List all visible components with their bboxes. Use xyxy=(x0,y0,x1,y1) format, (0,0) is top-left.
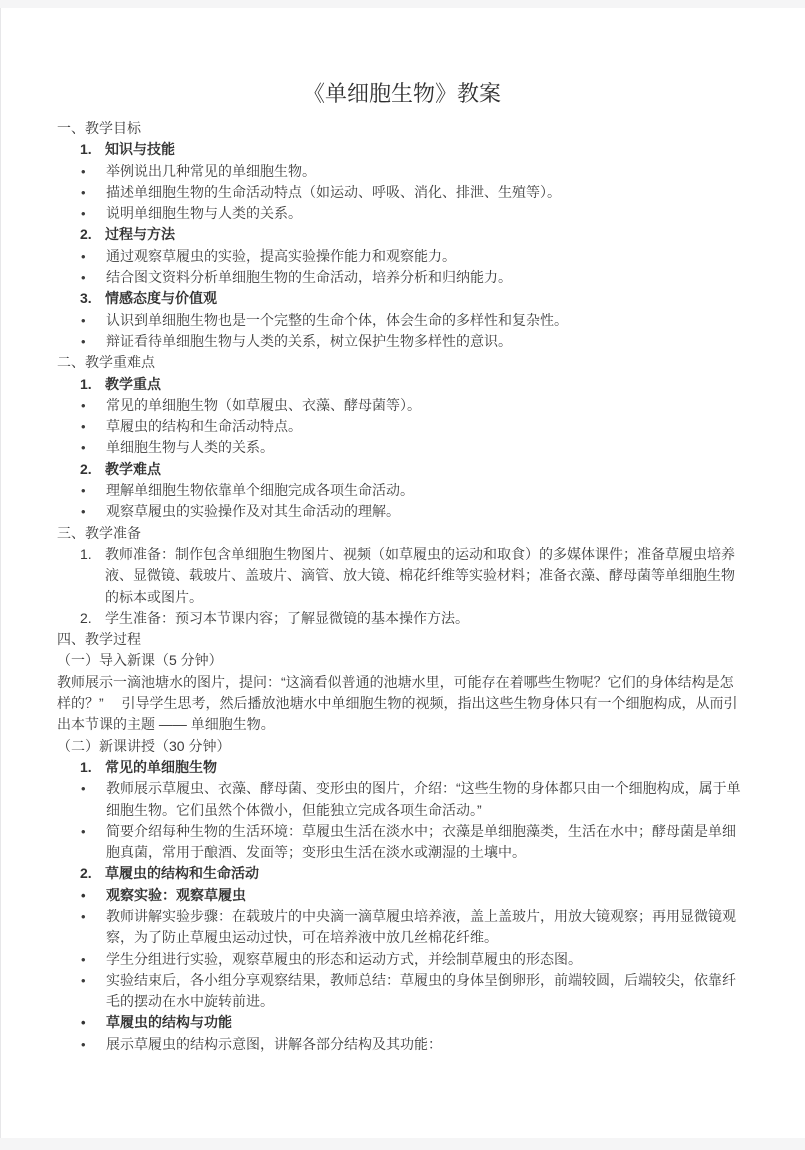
list-item-text: 教学难点 xyxy=(105,460,161,477)
bullet-list-item xyxy=(57,395,747,416)
list-item-text: 知识与技能 xyxy=(105,141,175,158)
list-item-text: 简要介绍每种生物的生活环境：草履虫生活在淡水中；衣藻是单细胞藻类，生活在水中；酵母菌是单细胞真菌，常用于酿酒、发面等；变形虫生活在淡水或潮湿的土壤中。 xyxy=(106,822,736,861)
bullet-icon: • xyxy=(81,248,86,264)
list-number: 2. xyxy=(80,460,92,477)
bullet-icon: • xyxy=(81,951,86,967)
bullet-list-item xyxy=(57,970,747,1013)
bullet-list-item xyxy=(57,437,747,458)
section-heading: 三、教学准备 xyxy=(57,524,141,541)
bullet-icon: • xyxy=(81,312,86,328)
list-item-text: 草履虫的结构和生命活动 xyxy=(105,865,259,882)
list-item-text: 理解单细胞生物依靠单个细胞完成各项生命活动。 xyxy=(106,482,414,499)
list-item-text: 教师讲解实验步骤：在载玻片的中央滴一滴草履虫培养液，盖上盖玻片，用放大镜观察；再用显微镜观察，为了防止草履虫运动过快，可在培养液中放几丝棉花纤维。 xyxy=(106,907,736,946)
bullet-list-item xyxy=(57,161,747,182)
numbered-list-item xyxy=(57,757,747,778)
numbered-list-item xyxy=(57,374,747,395)
numbered-list-item xyxy=(57,139,747,160)
numbered-list-item xyxy=(57,608,747,629)
bullet-list-item xyxy=(57,821,747,864)
body-paragraph: 教师展示一滴池塘水的图片，提问：“这滴看似普通的池塘水里，可能存在着哪些生物呢？它们的身体结构是怎样的？” 引导学生思考，然后播放池塘水中单细胞生物的视频，指出这些生物身体只有一个细胞构成，从而引出本节课的主题 —— 单细胞生物。 xyxy=(57,673,738,733)
bullet-list-item xyxy=(57,885,747,906)
list-item-text: 学生分组进行实验，观察草履虫的形态和运动方式，并绘制草履虫的形态图。 xyxy=(106,950,582,967)
document-page xyxy=(0,8,805,1138)
bullet-list-item xyxy=(57,331,747,352)
list-item-text: 认识到单细胞生物也是一个完整的生命个体，体会生命的多样性和复杂性。 xyxy=(106,311,568,328)
list-item-text: 单细胞生物与人类的关系。 xyxy=(106,439,274,456)
bullet-icon: • xyxy=(81,270,86,286)
bullet-icon: • xyxy=(81,781,86,797)
bullet-icon: • xyxy=(81,397,86,413)
list-number: 2. xyxy=(80,865,92,882)
numbered-list-item xyxy=(57,544,747,608)
page-title: 《单细胞生物》教案 xyxy=(302,81,501,106)
list-number: 1. xyxy=(80,141,92,158)
list-number: 2. xyxy=(80,226,92,243)
bullet-icon: • xyxy=(81,823,86,839)
bullet-list-item xyxy=(57,310,747,331)
list-item-text: 观察实验：观察草履虫 xyxy=(106,886,246,903)
list-item-text: 结合图文资料分析单细胞生物的生命活动，培养分析和归纳能力。 xyxy=(106,269,512,286)
list-item-text: 草履虫的结构和生命活动特点。 xyxy=(106,418,302,435)
list-number: 2. xyxy=(80,609,92,626)
sub-section-heading: （二）新课讲授（30 分钟） xyxy=(57,737,231,754)
bullet-icon: • xyxy=(81,1015,86,1031)
bullet-icon: • xyxy=(81,440,86,456)
list-item-text: 情感态度与价值观 xyxy=(105,290,217,307)
list-item-text: 教师准备：制作包含单细胞生物图片、视频（如草履虫的运动和取食）的多媒体课件；准备草履虫培养液、显微镜、载玻片、盖玻片、滴管、放大镜、棉花纤维等实验材料；准备衣藻、酵母菌等单细胞生物的标本或图片。 xyxy=(105,545,735,605)
section-heading: 一、教学目标 xyxy=(57,120,141,136)
numbered-list-item xyxy=(57,863,747,884)
list-item-text: 学生准备：预习本节课内容；了解显微镜的基本操作方法。 xyxy=(105,609,469,626)
list-number: 1. xyxy=(80,375,92,392)
bullet-list-item xyxy=(57,501,747,522)
list-item-text: 说明单细胞生物与人类的关系。 xyxy=(106,205,302,222)
bullet-list-item xyxy=(57,416,747,437)
list-number: 3. xyxy=(80,290,92,307)
list-item-text: 实验结束后，各小组分享观察结果，教师总结：草履虫的身体呈倒卵形，前端较圆，后端较尖，依靠纤毛的摆动在水中旋转前进。 xyxy=(106,971,736,1010)
bullet-list-item xyxy=(57,267,747,288)
list-item-text: 举例说出几种常见的单细胞生物。 xyxy=(106,162,316,179)
document-body xyxy=(57,118,747,1055)
list-number: 1. xyxy=(80,545,92,562)
bullet-list-item xyxy=(57,246,747,267)
bullet-icon: • xyxy=(81,163,86,179)
bullet-list-item xyxy=(57,480,747,501)
bullet-icon: • xyxy=(81,206,86,222)
bullet-list-item xyxy=(57,1034,747,1055)
list-item-text: 通过观察草履虫的实验，提高实验操作能力和观察能力。 xyxy=(106,247,456,264)
numbered-list-item xyxy=(57,459,747,480)
bullet-icon: • xyxy=(81,184,86,200)
bullet-list-item xyxy=(57,778,747,821)
list-number: 1. xyxy=(80,758,92,775)
list-item-text: 展示草履虫的结构示意图，讲解各部分结构及其功能： xyxy=(106,1035,442,1052)
bullet-list-item xyxy=(57,203,747,224)
section-heading: 四、教学过程 xyxy=(57,631,141,648)
list-item-text: 草履虫的结构与功能 xyxy=(106,1014,232,1031)
sub-section-heading: （一）导入新课（5 分钟） xyxy=(57,652,223,669)
list-item-text: 教师展示草履虫、衣藻、酵母菌、变形虫的图片，介绍：“这些生物的身体都只由一个细胞构成，属于单细胞生物。它们虽然个体微小，但能独立完成各项生命活动。” xyxy=(106,780,741,818)
bullet-list-item xyxy=(57,1012,747,1033)
list-item-text: 描述单细胞生物的生命活动特点（如运动、呼吸、消化、排泄、生殖等）。 xyxy=(106,183,561,200)
list-item-text: 过程与方法 xyxy=(105,226,175,243)
bullet-list-item xyxy=(57,906,747,949)
list-item-text: 教学重点 xyxy=(105,375,161,392)
list-item-text: 常见的单细胞生物（如草履虫、衣藻、酵母菌等）。 xyxy=(106,396,421,413)
list-item-text: 辩证看待单细胞生物与人类的关系，树立保护生物多样性的意识。 xyxy=(106,332,512,349)
bullet-icon: • xyxy=(81,908,86,924)
numbered-list-item xyxy=(57,224,747,245)
bullet-icon: • xyxy=(81,887,86,903)
bullet-icon: • xyxy=(81,1036,86,1052)
bullet-icon: • xyxy=(81,419,86,435)
bullet-list-item xyxy=(57,182,747,203)
bullet-icon: • xyxy=(81,504,86,520)
bullet-icon: • xyxy=(81,483,86,499)
list-item-text: 常见的单细胞生物 xyxy=(105,758,217,775)
list-item-text: 观察草履虫的实验操作及对其生命活动的理解。 xyxy=(106,503,400,520)
bullet-list-item xyxy=(57,949,747,970)
section-heading: 二、教学重难点 xyxy=(57,354,155,371)
bullet-icon: • xyxy=(81,333,86,349)
bullet-icon: • xyxy=(81,972,86,988)
numbered-list-item xyxy=(57,288,747,309)
